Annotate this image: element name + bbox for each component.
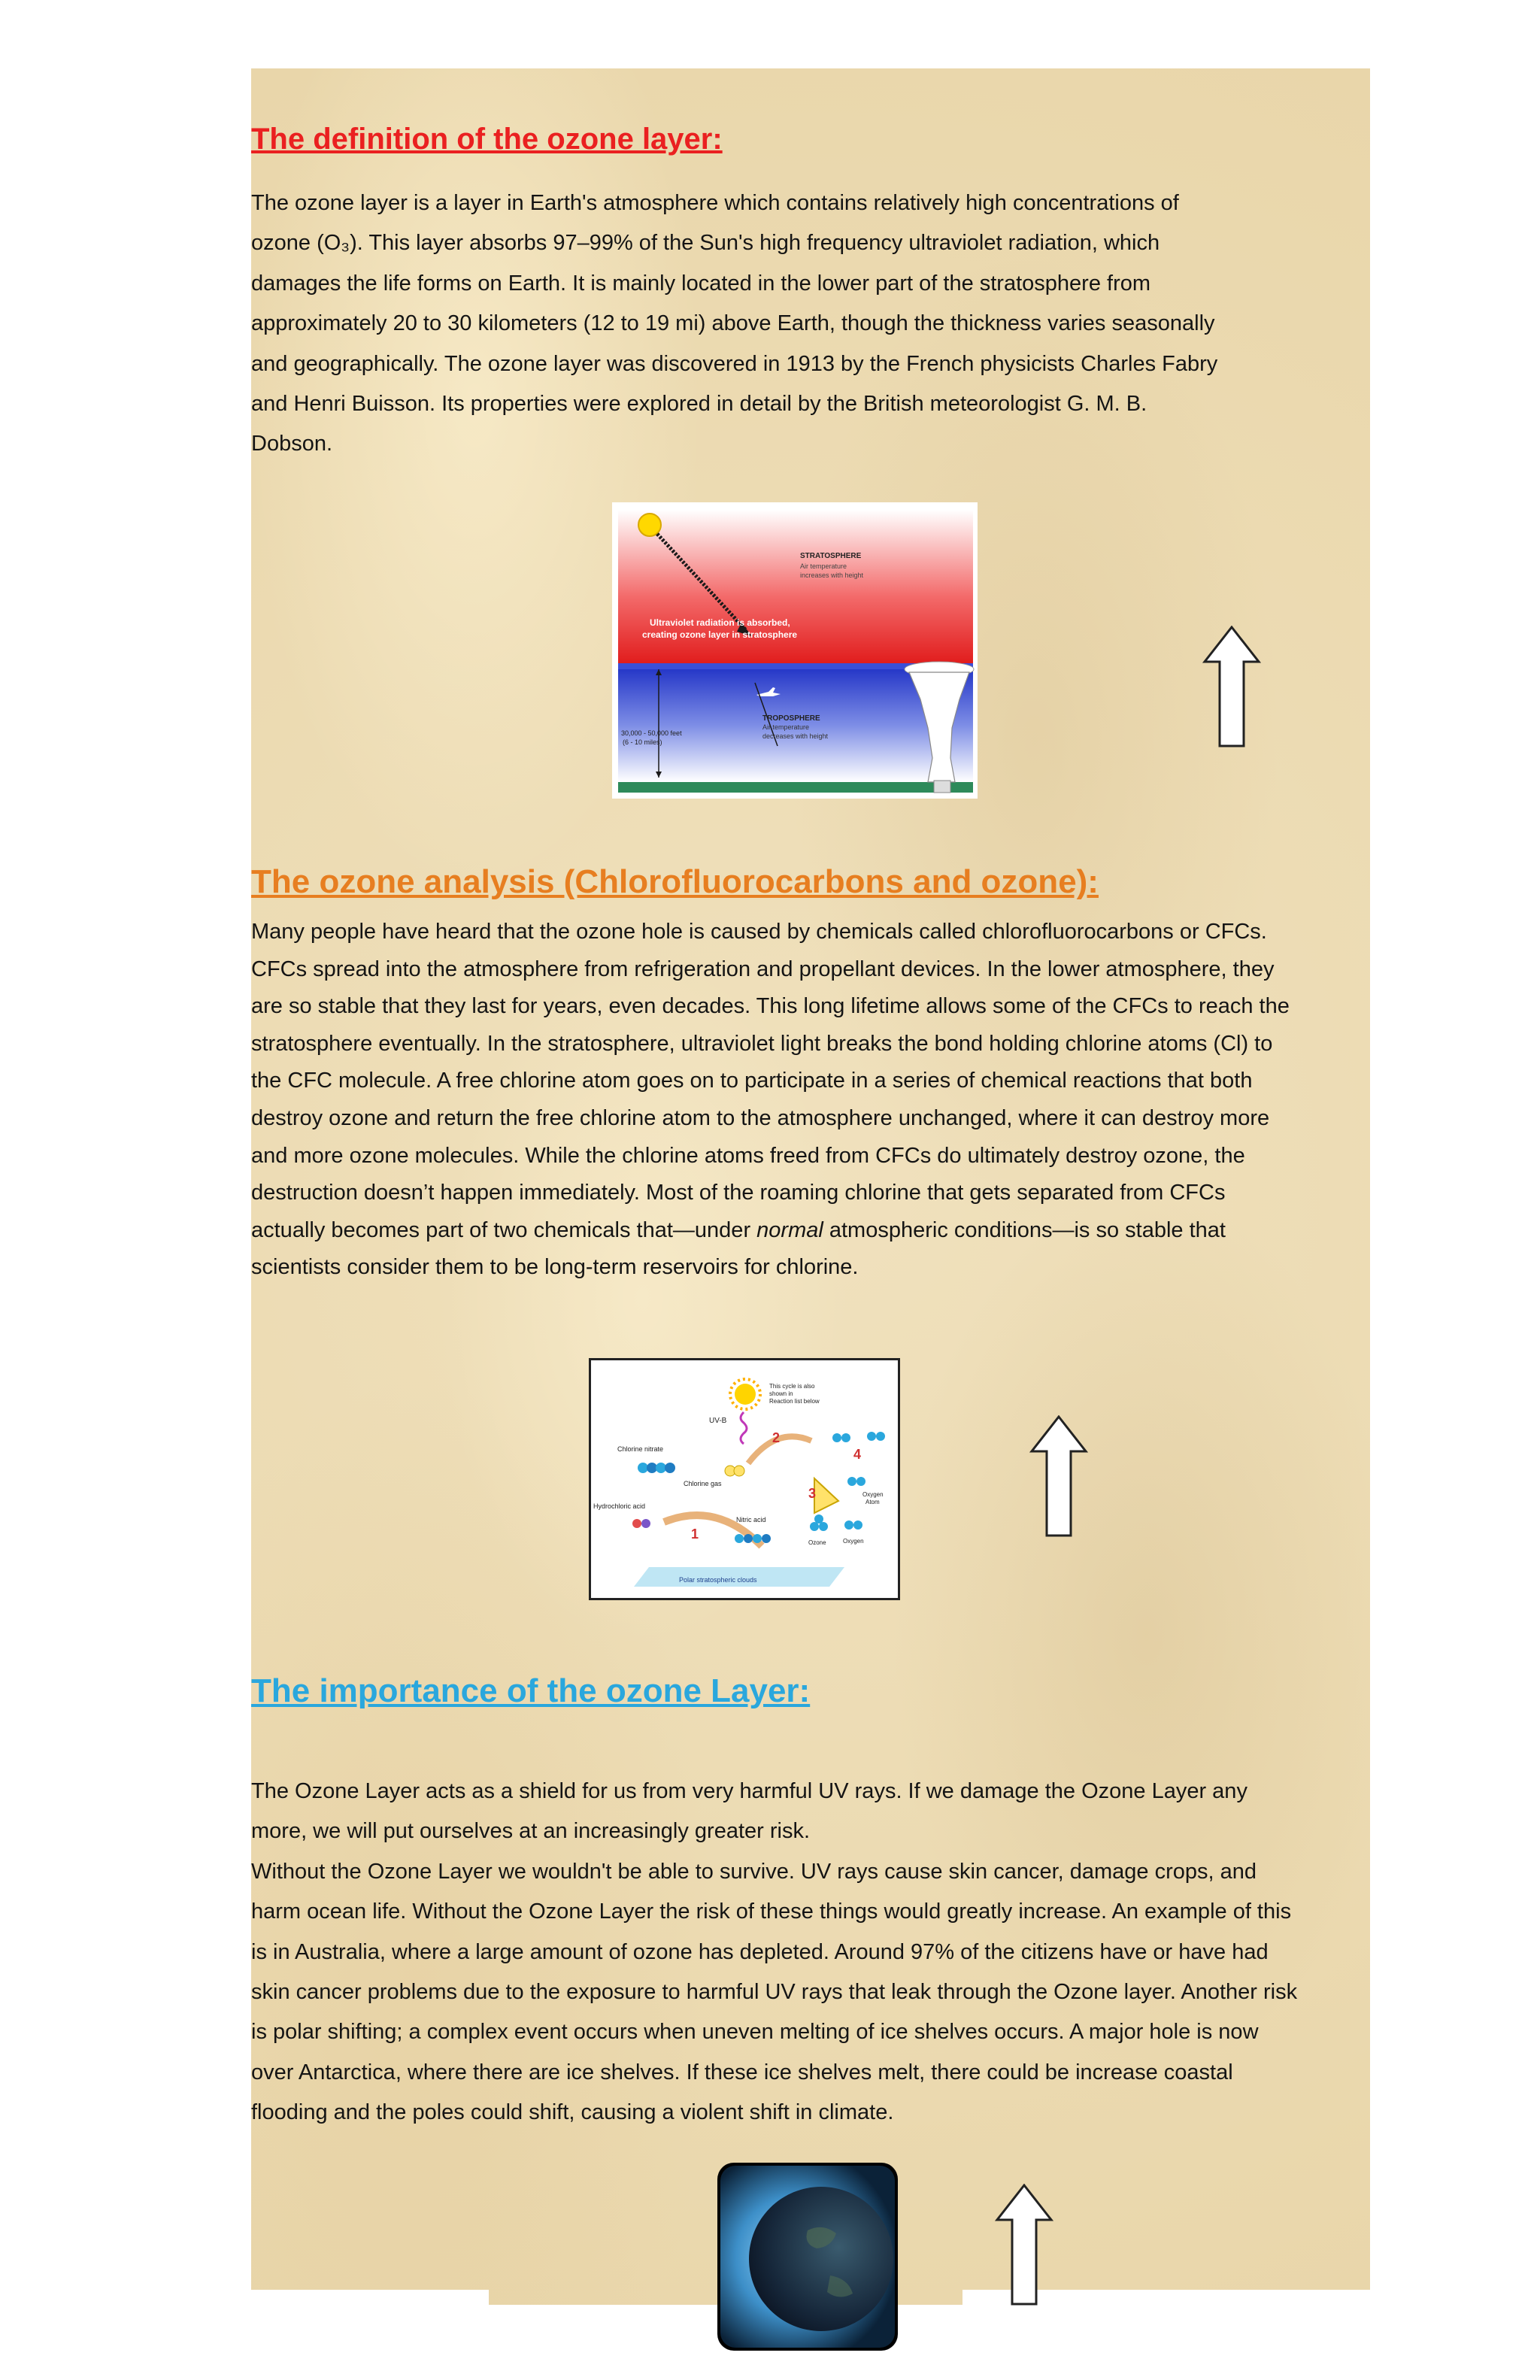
uv-absorbed-note: creating ozone layer in stratosphere xyxy=(642,629,798,640)
atmosphere-layers-diagram xyxy=(612,502,978,799)
oxygen-atom-label: Oxygen xyxy=(862,1491,884,1498)
altitude-label: (6 - 10 miles) xyxy=(623,738,662,746)
text-line: and Henri Buisson. Its properties were explored in detail by the British meteorologist G. M. B. xyxy=(251,392,1147,417)
text-line: is polar shifting; a complex event occurs when uneven melting of ice shelves occurs. A major hole is now xyxy=(251,2020,1259,2045)
text-line-with-italic xyxy=(251,1212,1290,1250)
oxygen-atom-label: Atom xyxy=(865,1499,880,1505)
section-heading-definition: The definition of the ozone layer: xyxy=(251,123,723,156)
text-line: ozone (O₃). This layer absorbs 97–99% of the Sun's high frequency ultraviolet radiation, which xyxy=(251,231,1160,256)
altitude-label: 30,000 - 50,000 feet xyxy=(621,729,682,737)
sun-icon xyxy=(638,514,661,536)
ozone-label: Ozone xyxy=(808,1539,826,1546)
definition-paragraph xyxy=(251,183,1217,465)
troposphere-note: Air temperature xyxy=(762,723,810,731)
emphasis-normal: normal xyxy=(756,1217,823,1242)
ground-strip xyxy=(618,782,973,793)
text-line: The Ozone Layer acts as a shield for us from very harmful UV rays. If we damage the Ozone Layer any xyxy=(251,1779,1247,1803)
up-arrow-icon xyxy=(1202,626,1262,749)
cycle-note: shown in xyxy=(769,1390,793,1397)
nitric-acid-label: Nitric acid xyxy=(736,1516,766,1524)
text-line: damages the life forms on Earth. It is mainly located in the lower part of the stratosphere from xyxy=(251,271,1151,296)
importance-paragraph xyxy=(251,1772,1297,2133)
oxygen-label: Oxygen xyxy=(843,1538,864,1545)
stratosphere-note: Air temperature xyxy=(800,562,847,570)
cycle-note: This cycle is also xyxy=(769,1383,815,1390)
text-line: approximately 20 to 30 kilometers (12 to 19 mi) above Earth, though the thickness varies seasonally xyxy=(251,311,1215,336)
text-line: destruction doesn’t happen immediately. Most of the roaming chlorine that gets separated from CFCs xyxy=(251,1181,1226,1205)
step-number: 2 xyxy=(772,1430,781,1445)
text-line: CFCs spread into the atmosphere from refrigeration and propellant devices. In the lower atmosphere, they xyxy=(251,957,1275,981)
text-line: is in Australia, where a large amount of ozone has depleted. Around 97% of the citizens have or have had xyxy=(251,1939,1269,1964)
page-gap-left xyxy=(251,2290,489,2380)
troposphere-note: decreases with height xyxy=(762,732,829,740)
text-line: skin cancer problems due to the exposure to harmful UV rays that leak through the Ozone layer. Another risk xyxy=(251,1980,1298,2005)
chlorine-nitrate-label: Chlorine nitrate xyxy=(617,1445,664,1453)
earth-shape xyxy=(749,2187,893,2331)
stratosphere-label: STRATOSPHERE xyxy=(800,552,862,560)
stratosphere-note: increases with height xyxy=(800,572,864,579)
cycle-note: Reaction list below xyxy=(769,1398,820,1405)
text-line: and geographically. The ozone layer was discovered in 1913 by the French physicists Charles Fabry xyxy=(251,351,1218,376)
step-number: 1 xyxy=(691,1527,699,1542)
stratosphere-band xyxy=(618,510,973,668)
text-line: over Antarctica, where there are ice shelves. If these ice shelves melt, there could be increase coastal xyxy=(251,2060,1233,2084)
up-arrow-icon xyxy=(1029,1415,1089,1539)
text-line: stratosphere eventually. In the stratosphere, ultraviolet light breaks the bond holding chlorine atoms (Cl) to xyxy=(251,1031,1273,1056)
hydrochloric-acid-label: Hydrochloric acid xyxy=(593,1502,646,1510)
text-line: are so stable that they last for years, even decades. This long lifetime allows some of the CFCs to reach the xyxy=(251,994,1290,1019)
clouds-label: Polar stratospheric clouds xyxy=(679,1576,757,1584)
text-line: Dobson. xyxy=(251,432,333,456)
section-heading-importance: The importance of the ozone Layer: xyxy=(251,1672,811,1709)
earth-ozone-image xyxy=(717,2163,898,2351)
text-line: flooding and the poles could shift, causing a violent shift in climate. xyxy=(251,2100,894,2125)
step-number: 4 xyxy=(853,1447,862,1462)
text-line: the CFC molecule. A free chlorine atom goes on to participate in a series of chemical reactions that both xyxy=(251,1069,1253,1093)
uv-absorbed-note: Ultraviolet radiation is absorbed, xyxy=(650,617,790,628)
text-fragment: actually becomes part of two chemicals that—under xyxy=(251,1217,757,1242)
chlorine-cycle-diagram xyxy=(589,1358,900,1600)
text-line: Many people have heard that the ozone hole is caused by chemicals called chlorofluorocarbons or CFCs. xyxy=(251,920,1267,944)
step-number: 3 xyxy=(808,1486,817,1501)
text-line: scientists consider them to be long-term reservoirs for chlorine. xyxy=(251,1255,859,1280)
text-line: harm ocean life. Without the Ozone Layer the risk of these things would greatly increase. An example of this xyxy=(251,1899,1292,1924)
text-fragment: atmospheric conditions—is so stable that xyxy=(823,1217,1226,1242)
text-line: more, we will put ourselves at an increasingly greater risk. xyxy=(251,1819,811,1844)
chlorine-gas-label: Chlorine gas xyxy=(684,1480,722,1487)
text-line: Without the Ozone Layer we wouldn't be able to survive. UV rays cause skin cancer, damage crops, and xyxy=(251,1859,1257,1884)
text-line: The ozone layer is a layer in Earth's atmosphere which contains relatively high concentrations of xyxy=(251,191,1179,215)
text-line: and more ozone molecules. While the chlorine atoms freed from CFCs do ultimately destroy ozone, the xyxy=(251,1143,1245,1168)
section-heading-analysis: The ozone analysis (Chlorofluorocarbons and ozone): xyxy=(251,863,1099,900)
text-line: destroy ozone and return the free chlorine atom to the atmosphere unchanged, where it can destroy more xyxy=(251,1105,1270,1130)
uvb-label: UV-B xyxy=(709,1417,727,1425)
troposphere-label: TROPOSPHERE xyxy=(762,714,820,723)
analysis-paragraph xyxy=(251,914,1290,1287)
up-arrow-icon xyxy=(994,2184,1054,2307)
